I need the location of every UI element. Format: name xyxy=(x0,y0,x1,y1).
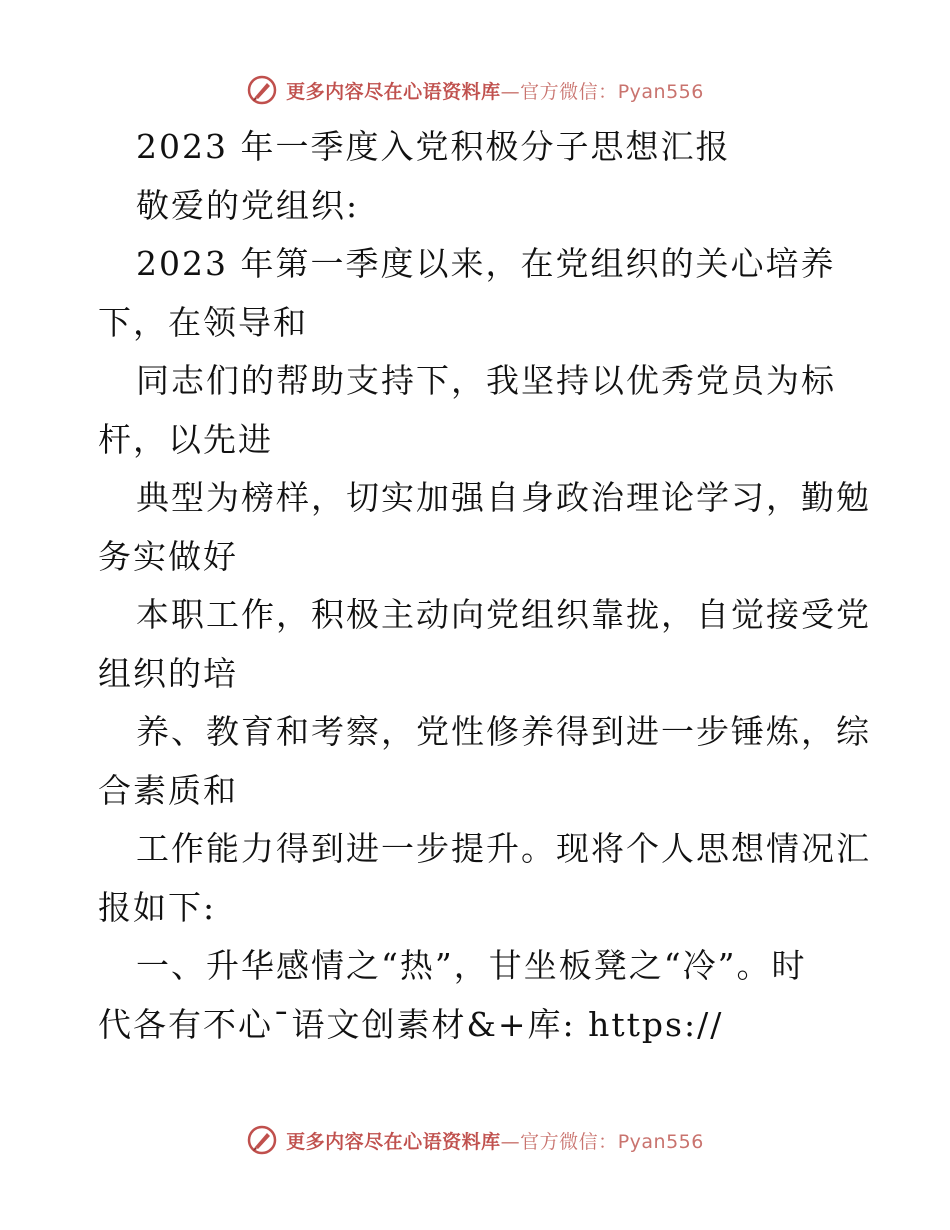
text-line: 合素质和 xyxy=(98,770,238,810)
watermark-account: Pyan556 xyxy=(617,80,704,103)
text-line: 2023 年一季度入党积极分子思想汇报 xyxy=(136,127,731,166)
watermark-dash: — xyxy=(500,1130,521,1153)
text-line: 本职工作，积极主动向党组织靠拢，自觉接受党 xyxy=(136,595,871,634)
watermark-suffix: 官方微信： xyxy=(520,1130,618,1153)
text-line: 报如下: xyxy=(98,887,217,927)
watermark-brand: 更多内容尽在心语资料库 xyxy=(286,80,501,103)
watermark-footer xyxy=(0,1120,950,1160)
quill-circle-icon xyxy=(246,1124,278,1156)
text-line: 下，在领导和 xyxy=(98,302,308,342)
watermark-suffix: 官方微信： xyxy=(520,80,618,103)
text-line: 一、升华感情之“热”，甘坐板凳之“冷”。时 xyxy=(136,946,807,985)
text-line: 代各有不心¯语文创素材&+库: https:// xyxy=(98,1004,724,1044)
text-line: 敬爱的党组织: xyxy=(136,185,360,225)
text-line: 组织的培 xyxy=(98,653,238,693)
watermark-text xyxy=(286,77,704,104)
watermark-dash: — xyxy=(500,80,521,103)
watermark-account: Pyan556 xyxy=(617,1130,704,1153)
watermark-header xyxy=(0,70,950,110)
text-line: 杆，以先进 xyxy=(98,419,273,459)
watermark-text xyxy=(286,1127,704,1154)
text-line: 同志们的帮助支持下，我坚持以优秀党员为标 xyxy=(136,361,836,400)
watermark-brand: 更多内容尽在心语资料库 xyxy=(286,1130,501,1153)
text-line: 工作能力得到进一步提升。现将个人思想情况汇 xyxy=(136,829,871,868)
text-line: 养、教育和考察，党性修养得到进一步锤炼，综 xyxy=(136,712,871,751)
document-body xyxy=(98,118,871,1054)
text-line: 2023 年第一季度以来，在党组织的关心培养 xyxy=(136,244,836,283)
text-line: 典型为榜样，切实加强自身政治理论学习，勤勉 xyxy=(136,478,871,517)
text-line: 务实做好 xyxy=(98,536,238,576)
quill-circle-icon xyxy=(246,74,278,106)
